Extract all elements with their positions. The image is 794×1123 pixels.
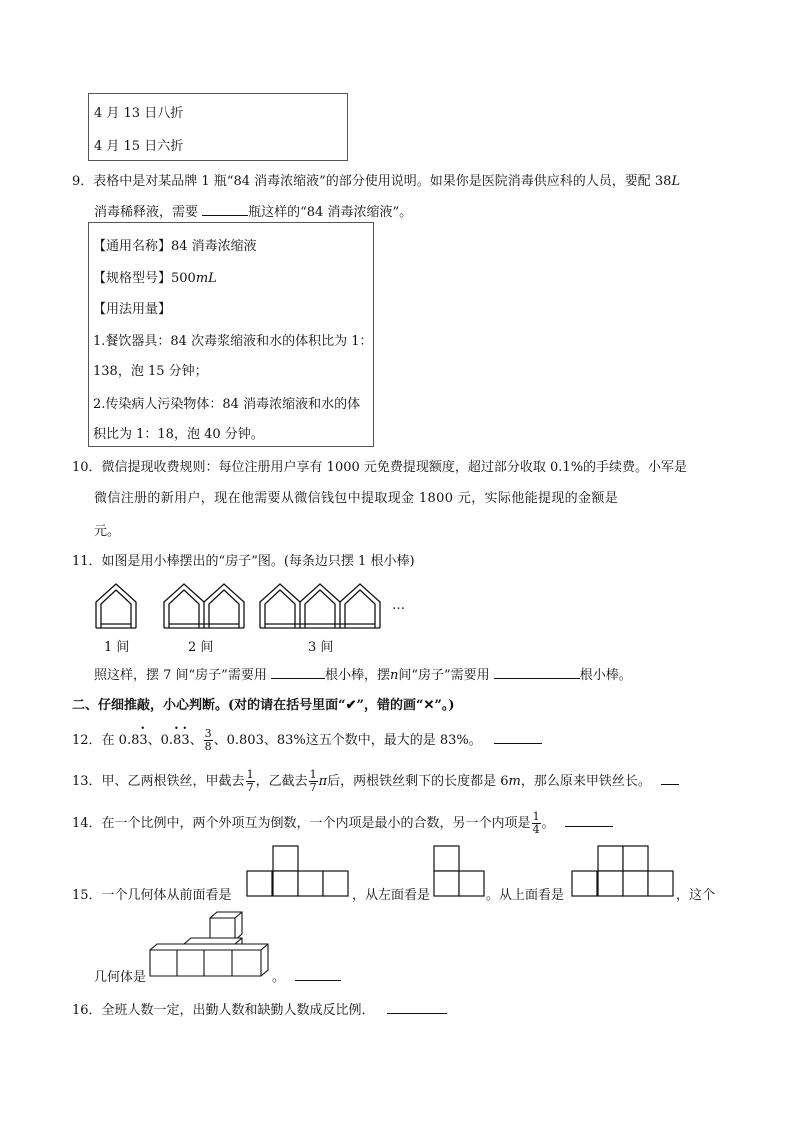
ellipsis: … — [392, 598, 405, 613]
info-row: 【规格型号】500mL — [93, 271, 217, 286]
house-2-icon — [164, 584, 244, 628]
info-row: 积比为 1：18，泡 40 分钟。 — [93, 427, 264, 442]
question-10-line2: 微信注册的新用户，现在他需要从微信钱包中提取现金 1800 元，实际他能提现的金额是 — [94, 491, 619, 506]
answer-blank[interactable] — [271, 664, 325, 679]
caption-3: 3 间 — [308, 640, 334, 655]
answer-blank[interactable] — [387, 999, 447, 1014]
question-10-line3: 元。 — [94, 524, 121, 539]
caption-2: 2 间 — [188, 640, 214, 655]
question-11-line1: 11．如图是用小棒摆出的“房子”图。(每条边只摆 1 根小棒) — [72, 554, 415, 569]
section-2-title: 二、仔细推敲，小心判断。(对的请在括号里面“✔”，错的画“✕”。) — [72, 698, 455, 713]
house-1-icon — [96, 584, 136, 628]
house-3-icon — [260, 584, 380, 628]
info-row: 1.餐饮器具：84 次毒浆缩液和水的体积比为 1： — [93, 334, 373, 349]
info-row: 2.传染病人污染物体：84 消毒浓缩液和水的体 — [93, 397, 361, 412]
question-15-part-a: 15．一个几何体从前面看是 — [72, 888, 232, 903]
answer-blank[interactable] — [202, 201, 248, 216]
front-view-figure — [246, 845, 350, 897]
question-15-part-f: 。 — [272, 966, 341, 985]
question-15-part-e: 几何体是 — [94, 970, 147, 985]
discount-table — [88, 93, 348, 161]
answer-blank[interactable] — [295, 966, 341, 981]
question-15-part-c: 。从上面看是 — [486, 888, 565, 903]
question-15-part-b: ，从左面看是 — [352, 888, 431, 903]
question-12: 12．在 0.8• 3、0.• 8• 3、 $\frac{3}{8}$ 、0.803、83%这五个数中，最大的是 83%。 — [72, 728, 542, 753]
question-16: 16．全班人数一定，出勤人数和缺勤人数成反比例． — [72, 999, 447, 1018]
question-9-line2: 消毒稀释液，需要 瓶这样的“84 消毒浓缩液”。 — [94, 201, 412, 220]
top-view-figure — [571, 845, 675, 897]
caption-1: 1 间 — [104, 640, 130, 655]
question-13: 13．甲、乙两根铁丝，甲截去 $\frac{1}{7}$ ，乙截去 $\frac{1}{7}$ π后，两根铁丝剩下的长度都是 6m，那么原来甲铁丝长。 — [72, 769, 679, 794]
table-row: 4 月 15 日六折 — [94, 139, 184, 154]
house-figure — [88, 580, 418, 640]
usage-instructions-box — [88, 222, 374, 447]
answer-blank[interactable] — [661, 770, 679, 785]
question-14: 14．在一个比例中，两个外项互为倒数，一个内项是最小的合数，另一个内项是 $\frac{1}{4}$ 。 — [72, 811, 613, 836]
question-9-line1: 9．表格中是对某品牌 1 瓶“84 消毒浓缩液”的部分使用说明。如果你是医院消毒供应科的人员，要配 38L — [72, 174, 681, 189]
answer-blank[interactable] — [565, 812, 613, 827]
info-row: 【用法用量】 — [93, 302, 172, 317]
answer-blank[interactable] — [494, 664, 580, 679]
question-10-line1: 10．微信提现收费规则：每位注册用户享有 1000 元免费提现额度，超过部分收取 0.1%的手续费。小军是 — [72, 460, 688, 475]
info-row: 138，泡 15 分钟； — [93, 364, 208, 379]
question-15-part-d: ，这个 — [676, 888, 716, 903]
question-11-answer: 照这样，摆 7 间“房子”需要用 根小棒，摆n间“房子”需要用 根小棒。 — [94, 664, 632, 683]
left-view-figure — [433, 845, 487, 897]
info-row: 【通用名称】84 消毒浓缩液 — [93, 239, 257, 254]
table-row: 4 月 13 日八折 — [94, 106, 184, 121]
answer-blank[interactable] — [494, 729, 542, 744]
solid-figure — [148, 910, 272, 980]
